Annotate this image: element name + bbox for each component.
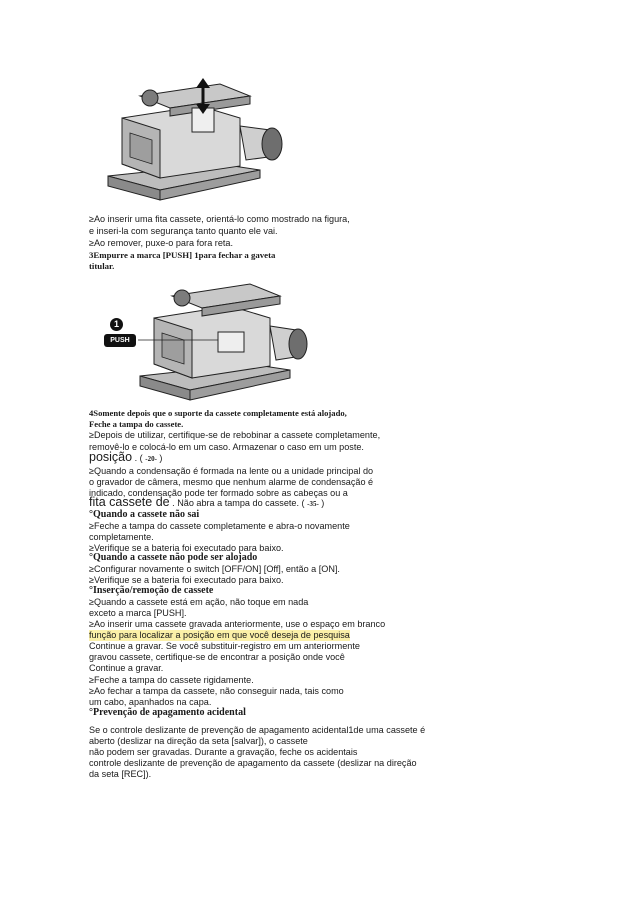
text-line: ≥Quando a condensação é formada na lente ou a unidade principal do [89, 466, 374, 476]
page-reference: -35- [307, 500, 319, 508]
text-line: ≥Feche a tampa do cassete rigidamente. [89, 675, 254, 685]
text-line: e inseri-la com segurança tanto quanto ele vai. [89, 226, 278, 236]
camera-cassette-insert-illustration [100, 78, 290, 208]
push-label-badge: PUSH [104, 334, 136, 347]
text-fragment: posição [89, 450, 133, 464]
text-line: gravou cassete, certifique-se de encontrar a posição onde você [89, 652, 345, 662]
section-heading: °Inserção/remoção de cassete [89, 585, 214, 596]
step-heading: Feche a tampa do cassete. [89, 419, 184, 429]
text-line: não podem ser gravadas. Durante a gravação, feche os acidentais [89, 747, 358, 757]
text-line: removê-lo e colocá-lo em um caso. Armazenar o caso em um poste. [89, 442, 364, 452]
text-line: o gravador de câmera, mesmo que nenhum alarme de condensação é [89, 477, 374, 487]
page-reference: -20- [145, 455, 157, 463]
text-line: ≥Ao inserir uma cassete gravada anteriormente, use o espaço em branco [89, 619, 386, 629]
section-heading: °Quando a cassete não sai [89, 509, 200, 520]
text-fragment: . ( [132, 453, 146, 463]
text-line: exceto a marca [PUSH]. [89, 608, 187, 618]
text-line: ≥Configurar novamente o switch [OFF/ON] [Off], então a [ON]. [89, 564, 340, 574]
text-line: ≥Verifique se a bateria foi executado para baixo. [89, 575, 284, 585]
text-fragment: . Não abra a tampa do cassete. ( [169, 498, 308, 508]
text-line: da seta [REC]). [89, 769, 152, 779]
text-line: um cabo, apanhados na capa. [89, 697, 212, 707]
text-line: ≥Verifique se a bateria foi executado para baixo. [89, 543, 284, 553]
step-heading: 4Somente depois que o suporte da cassete completamente está alojado, [89, 408, 347, 418]
text-fragment: ) [318, 498, 325, 508]
section-heading: °Prevenção de apagamento acidental [89, 707, 246, 718]
text-line: indicado, condensação pode ter formado sobre as cabeças ou a [89, 488, 348, 498]
text-line: ≥Ao inserir uma fita cassete, orientá-lo como mostrado na figura, [89, 214, 350, 224]
text-line: ≥Ao remover, puxe-o para fora reta. [89, 238, 233, 248]
text-line: Continue a gravar. Se você substituir-registro em um anteriormente [89, 641, 360, 651]
text-fragment: ) [156, 453, 163, 463]
text-line: ≥Depois de utilizar, certifique-se de rebobinar a cassete completamente, [89, 430, 381, 440]
text-fragment: fita cassete de [89, 495, 170, 509]
text-line: ≥Ao fechar a tampa da cassete, não conseguir nada, tais como [89, 686, 344, 696]
text-line: controle deslizante de prevenção de apagamento da cassete (deslizar na direção [89, 758, 417, 768]
step-heading: titular. [89, 261, 115, 271]
text-line: Se o controle deslizante de prevenção de apagamento acidental1de uma cassete é [89, 725, 426, 735]
text-line [89, 452, 162, 465]
step-heading: 3Empurre a marca [PUSH] 1para fechar a gaveta [89, 250, 276, 260]
highlighted-text-line: função para localizar a posição em que você deseja de pesquisa [89, 630, 350, 640]
text-line: aberto (deslizar na direção da seta [salvar]), o cassete [89, 736, 308, 746]
text-line: completamente. [89, 532, 154, 542]
text-line: ≥Quando a cassete está em ação, não toque em nada [89, 597, 309, 607]
text-line: ≥Feche a tampa do cassete completamente e abra-o novamente [89, 521, 350, 531]
text-line: Continue a gravar. [89, 663, 164, 673]
callout-number-badge: 1 [110, 318, 123, 331]
section-heading: °Quando a cassete não pode ser alojado [89, 552, 258, 563]
